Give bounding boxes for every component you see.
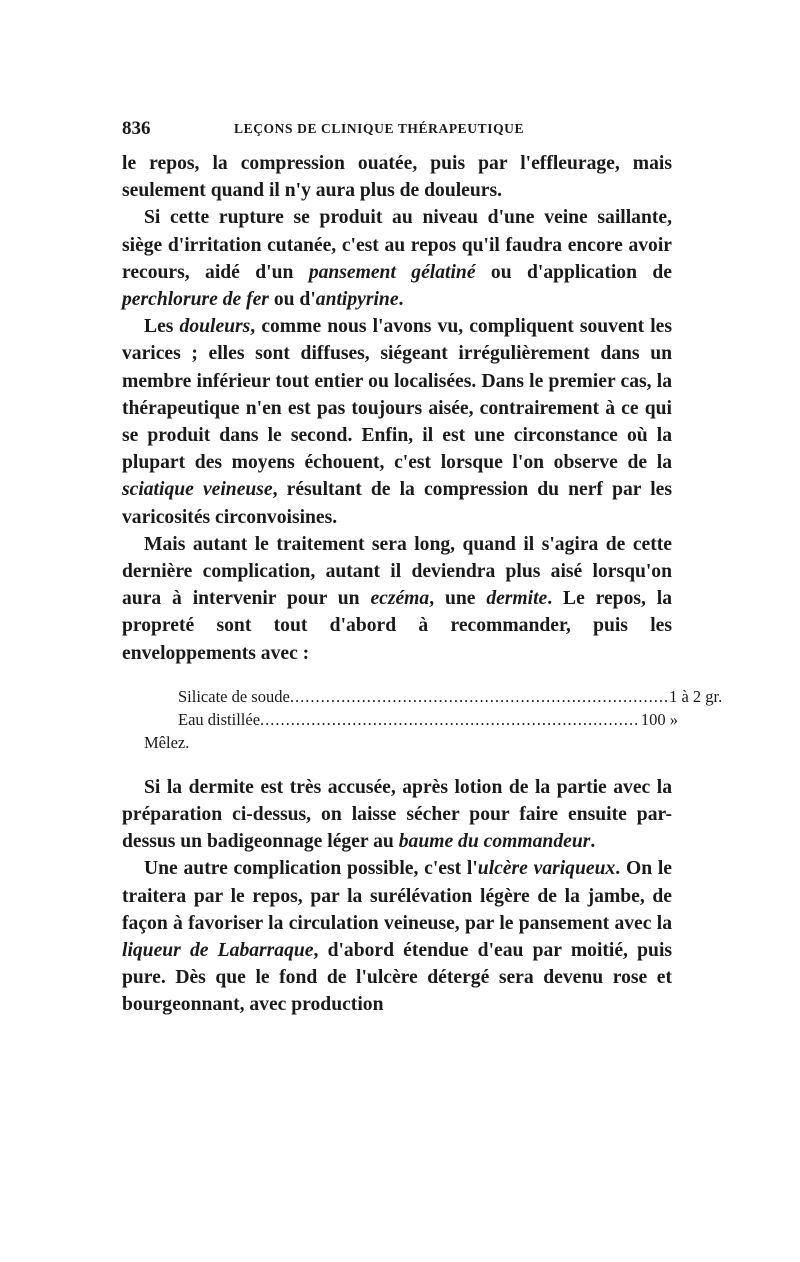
paragraph: le repos, la compression ouatée, puis par l'effleurage, mais seulement quand il n'y aura plus de douleurs.: [122, 153, 672, 202]
emphasis: antipyrine: [315, 289, 399, 311]
page-number: 836: [122, 118, 151, 139]
paragraph: Les douleurs, comme nous l'avons vu, compliquent souvent les varices ; elles sont diffuses, siégeant irrégulièrement dans un membre inférieur tout entier ou localisées. Dans le premier cas, la thérapeutique n'en est pas toujours aisée, contrairement à ce qui se produit dans le second. Enfin, il est une circonstance où la plupart des moyens échouent, c'est lorsque l'on observe de la sciatique veineuse, résultant de la compression du nerf par les varicosités circonvoisines.: [122, 316, 673, 528]
emphasis: baume du commandeur: [398, 831, 591, 853]
ingredient-quantity: 100 »: [640, 709, 678, 729]
emphasis: ulcère variqueux: [477, 858, 616, 880]
emphasis: pansement gélatiné: [308, 261, 476, 283]
emphasis: eczéma: [370, 588, 430, 610]
page-header: [122, 118, 682, 142]
emphasis: dermite: [486, 588, 548, 610]
emphasis: perchlorure de fer: [122, 289, 269, 311]
recipe-note: Mêlez.: [144, 732, 190, 752]
emphasis: douleurs: [179, 316, 251, 338]
recipe-line: [122, 685, 723, 708]
paragraph: Si cette rupture se produit au niveau d'une veine saillante, siège d'irritation cutanée, c'est au repos qu'il faudra encore avoir recours, aidé d'un pansement gélatiné ou d'application de perchlorure de fer ou d'antipyrine.: [122, 207, 672, 311]
ingredient-quantity: 1 à 2 gr.: [669, 686, 723, 706]
paragraph: Si la dermite est très accusée, après lotion de la partie avec la préparation ci-dessus, on laisse sécher pour faire ensuite par-dessus un badigeonnage léger au baume du commandeur.: [122, 776, 672, 853]
running-title: LEÇONS DE CLINIQUE THÉRAPEUTIQUE: [234, 121, 525, 136]
paragraph: Mais autant le traitement sera long, quand il s'agira de cette dernière complication, autant il deviendra plus aisé lorsqu'on aura à intervenir pour un eczéma, une dermite. Le repos, la propreté sont tout d'abord à recommander, puis les enveloppements avec :: [122, 533, 673, 664]
recipe: [122, 685, 723, 754]
recipe-line: [122, 708, 678, 731]
body-text: [122, 150, 723, 1019]
leader-dots: ..........................................................................: [289, 686, 670, 706]
paragraph: Une autre complication possible, c'est l'ulcère variqueux. On le traitera par le repos, par la surélévation légère de la jambe, de façon à favoriser la circulation veineuse, par le pansement avec la liqueur de Labarraque, d'abord étendue d'eau par moitié, puis pure. Dès que le fond de l'ulcère détergé sera devenu rose et bourgeonnant, avec production: [122, 858, 673, 1016]
leader-dots: ..........................................................................: [260, 709, 640, 729]
emphasis: sciatique veineuse: [122, 479, 273, 501]
ingredient-name: Silicate de soude: [178, 686, 290, 706]
emphasis: liqueur de Labarraque: [122, 940, 314, 962]
ingredient-name: Eau distillée: [178, 709, 261, 729]
